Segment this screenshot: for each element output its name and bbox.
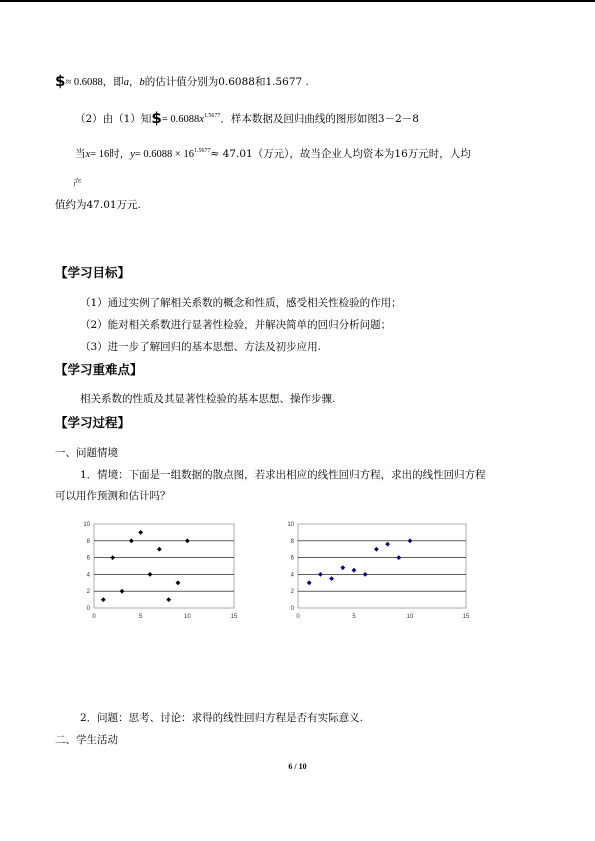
- regression-line-text: （2）由（1）知$= $0.6088x^{1.5677}$．样本数据及回归曲线的图形如图3－2－8: [75, 109, 419, 127]
- y-tick-label: 8: [86, 538, 90, 545]
- y-tick-label: 10: [83, 522, 90, 528]
- y-tick-label: 4: [86, 572, 90, 579]
- process-title: 【学习过程】: [55, 415, 131, 430]
- x-tick-label: 15: [462, 614, 470, 620]
- header-rule: [0, 0, 595, 2]
- question1-line1: 1．情境：下面是一组数据的散点图，若求出相应的线性回归方程，求出的线性回归方程: [80, 469, 486, 481]
- y-tick-label: 6: [86, 555, 90, 562]
- fragment-chan: 产: [73, 179, 83, 189]
- goal-item-3: （3）进一步了解回归的基本思想、方法及初步应用.: [80, 341, 322, 353]
- scatter-chart-2-svg: [276, 515, 476, 630]
- x-tick-label: 0: [92, 614, 96, 620]
- key-text: 相关系数的性质及其显著性检验的基本思想、操作步骤.: [80, 393, 336, 405]
- part2-heading: 二、学生活动: [55, 734, 118, 746]
- x-tick-label: 5: [352, 614, 356, 620]
- x-tick-label: 10: [406, 614, 414, 620]
- prediction-line: 当x= 16时，$y= 0.6088 \times 16^{1.5677}\approx 47.01$（万元），故当企业人均资本为16万元时，人均: [75, 148, 471, 160]
- y-tick-label: 4: [290, 572, 294, 579]
- goal-item-1: （1）通过实例了解相关系数的概念和性质，感受相关性检验的作用；: [80, 297, 402, 309]
- y-tick-label: 0: [290, 606, 294, 612]
- part1-heading: 一、问题情境: [55, 447, 118, 459]
- x-tick-label: 0: [296, 614, 300, 620]
- y-tick-label: 2: [290, 589, 294, 596]
- y-tick-label: 2: [86, 589, 90, 596]
- scatter-chart-2: [276, 515, 476, 633]
- question1-line2: 可以用作预测和估计吗？: [55, 490, 171, 502]
- dollar-hat-icon: $: [55, 72, 66, 90]
- x-tick-label: 15: [230, 614, 238, 620]
- page-number: 6 / 10: [288, 762, 307, 771]
- plot-area: [298, 524, 466, 608]
- question2: 2．问题：思考、讨论：求得的线性回归方程是否有实际意义.: [80, 712, 364, 724]
- y-tick-label: 0: [86, 606, 90, 612]
- goal-item-2: （2）能对相关系数进行显著性检验，并解决简单的回归分析问题；: [80, 319, 392, 331]
- goal-title: 【学习目标】: [55, 265, 131, 280]
- y-tick-label: 8: [290, 538, 294, 545]
- key-title: 【学习重难点】: [55, 362, 143, 377]
- y-tick-label: 10: [287, 522, 294, 528]
- estimate-line: $≈ 0.6088，即a，b的估计值分别为0.6088和1.5677 .: [55, 72, 309, 90]
- conclusion-line: 值约为47.01万元.: [55, 199, 141, 211]
- scatter-chart-1-svg: [72, 515, 252, 630]
- x-tick-label: 10: [183, 614, 191, 620]
- scatter-chart-1: [72, 515, 252, 633]
- y-tick-label: 6: [290, 555, 294, 562]
- plot-area: [94, 524, 234, 608]
- x-tick-label: 5: [138, 614, 143, 620]
- dollar-hat-icon: $: [151, 109, 162, 127]
